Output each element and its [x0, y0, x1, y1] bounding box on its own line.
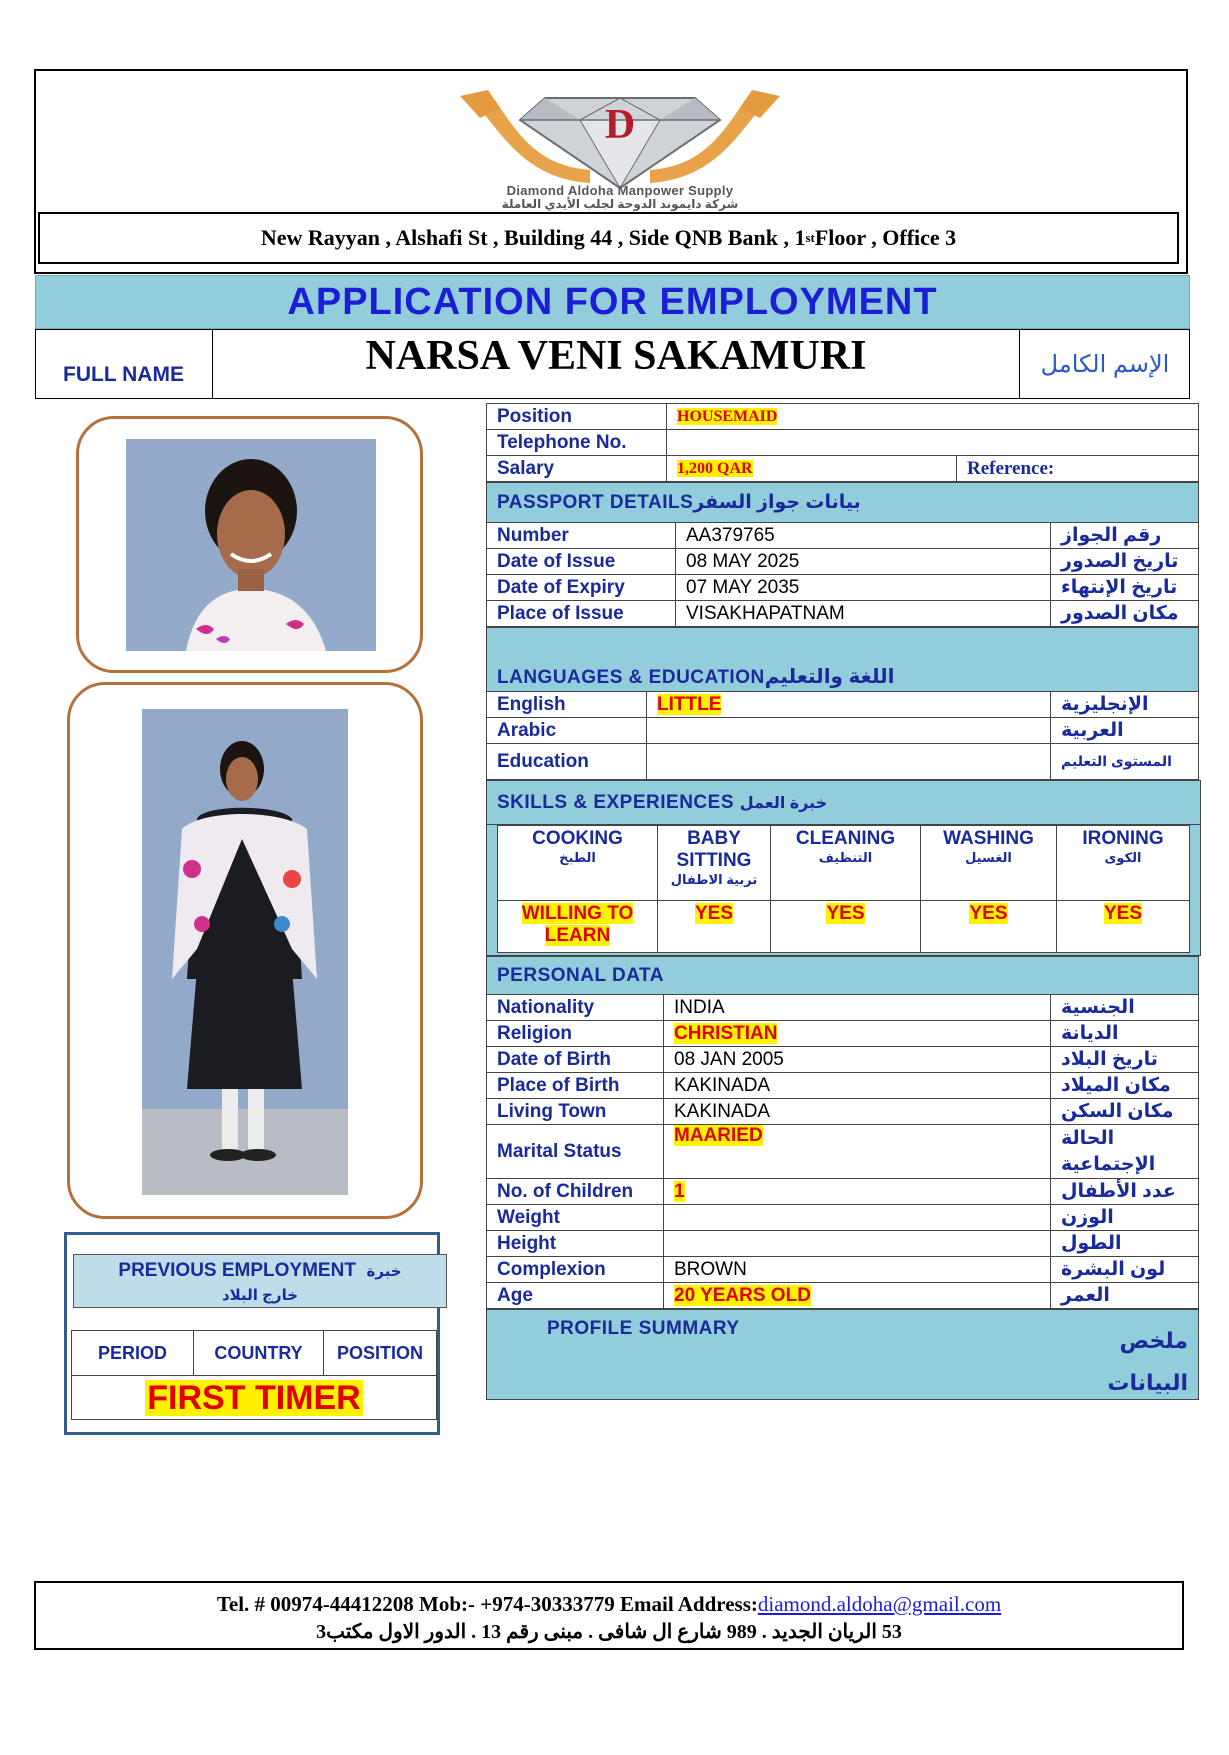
position-label: Position: [487, 404, 667, 430]
language-row-value: [647, 718, 1051, 744]
personal-row-ar: الديانة: [1051, 1021, 1199, 1047]
personal-row: [487, 1047, 1199, 1073]
passport-table: [486, 482, 1199, 627]
personal-row-ar: الطول: [1051, 1231, 1199, 1257]
company-name-ar: شركة دايموند الدوحة لجلب الأيدي العاملة: [501, 197, 739, 211]
skill-header: [658, 826, 771, 901]
footer-address-ar: 53 الريان الجديد . 989 شارع ال شافى . مبنى رقم 13 . الدور الاول مكتب3: [316, 1621, 902, 1643]
personal-row-label: Marital Status: [487, 1125, 664, 1179]
languages-heading: LANGUAGES & EDUCATION: [497, 667, 765, 688]
skill-name-ar: التنظيف: [818, 850, 873, 865]
address-suffix: Floor , Office 3: [814, 225, 957, 250]
passport-heading: PASSPORT DETAILS: [497, 492, 694, 513]
personal-row-ar: الجنسية: [1051, 995, 1199, 1021]
skill-name: CLEANING: [795, 828, 896, 849]
portrait-photo: [126, 439, 376, 651]
skill-name: WASHING: [943, 828, 1034, 849]
language-row-value: [647, 744, 1051, 780]
language-row-ar: العربية: [1051, 718, 1199, 744]
personal-row-ar: العمر: [1051, 1283, 1199, 1309]
previous-employment-heading: [73, 1254, 447, 1308]
skills-grid: [497, 825, 1190, 953]
skill-answer: YES: [694, 903, 734, 924]
profile-heading: PROFILE SUMMARY: [547, 1318, 740, 1339]
skill-name-ar: الغسيل: [965, 850, 1012, 865]
application-details: [486, 403, 1199, 1400]
personal-row: [487, 1205, 1199, 1231]
passport-row-label: Number: [487, 523, 676, 549]
skill-name-ar: الكوى: [1104, 850, 1142, 865]
personal-row-ar: الوزن: [1051, 1205, 1199, 1231]
skill-answer: YES: [826, 903, 865, 924]
personal-row: [487, 1257, 1199, 1283]
personal-row: [487, 1073, 1199, 1099]
prev-heading-ar-2: خارج البلاد: [221, 1287, 299, 1304]
language-row: [487, 744, 1199, 780]
full-name-label-ar: الإسم الكامل: [1019, 329, 1190, 399]
languages-heading-ar: اللغة والتعليم: [764, 666, 895, 688]
personal-row: [487, 1179, 1199, 1205]
personal-row-label: Date of Birth: [487, 1047, 664, 1073]
personal-row: [487, 1021, 1199, 1047]
personal-table: [486, 956, 1199, 1309]
personal-row-label: Religion: [487, 1021, 664, 1047]
skills-heading-ar: خبرة العمل: [739, 794, 828, 812]
personal-row: [487, 1283, 1199, 1309]
language-row-label: Arabic: [487, 718, 647, 744]
skill-answer: YES: [1103, 903, 1143, 924]
footer-email-link[interactable]: diamond.aldoha@gmail.com: [757, 1592, 1002, 1616]
language-row: [487, 692, 1199, 718]
language-row-ar: المستوى التعليم: [1051, 744, 1199, 780]
passport-row-value: 07 MAY 2035: [676, 575, 1051, 601]
personal-row-label: Living Town: [487, 1099, 664, 1125]
personal-row-value: [664, 1205, 1051, 1231]
passport-row-ar: رقم الجواز: [1051, 523, 1199, 549]
skill-name: IRONING: [1082, 828, 1164, 849]
passport-row-value: 08 MAY 2025: [676, 549, 1051, 575]
skill-header: [771, 826, 921, 901]
personal-row-label: Age: [487, 1283, 664, 1309]
personal-row-value: KAKINADA: [664, 1073, 1051, 1099]
personal-row-value: KAKINADA: [664, 1099, 1051, 1125]
personal-row-ar: لون البشرة: [1051, 1257, 1199, 1283]
personal-row-value: 1: [674, 1180, 685, 1202]
footer-tel: Tel. # 00974-44412208 Mob:- +974-30333779 Email Address:: [216, 1592, 758, 1616]
skill-header: [1057, 826, 1190, 901]
prev-heading-ar-1: خبرة: [366, 1263, 402, 1280]
personal-row-value: 20 YEARS OLD: [674, 1284, 811, 1306]
personal-row-value: CHRISTIAN: [674, 1022, 778, 1044]
column-country: COUNTRY: [194, 1331, 324, 1376]
full-name-label: FULL NAME: [35, 329, 213, 399]
first-timer-value: FIRST TIMER: [147, 1378, 361, 1417]
full-body-photo: [142, 709, 348, 1195]
position-value: HOUSEMAID: [677, 407, 778, 425]
column-period: PERIOD: [72, 1331, 194, 1376]
personal-row-ar: تاريخ البلاد: [1051, 1047, 1199, 1073]
position-table: [486, 403, 1199, 482]
personal-row: [487, 1231, 1199, 1257]
full-name-value: NARSA VENI SAKAMURI: [365, 333, 867, 379]
passport-heading-ar: بيانات جواز السفر: [693, 492, 861, 513]
address-prefix: New Rayyan , Alshafi St , Building 44 , Side QNB Bank , 1: [260, 225, 806, 250]
salary-label: Salary: [487, 456, 667, 482]
previous-employment-table: [71, 1330, 437, 1420]
skill-header: [921, 826, 1057, 901]
personal-row-value: BROWN: [664, 1257, 1051, 1283]
language-row-ar: الإنجليزية: [1051, 692, 1199, 718]
personal-row: [487, 995, 1199, 1021]
personal-row-value: [664, 1231, 1051, 1257]
passport-row: [487, 601, 1199, 627]
address-sup: st: [805, 230, 815, 245]
skill-name: COOKING: [532, 828, 623, 849]
skill-answer: YES: [969, 903, 1008, 924]
language-row-label: English: [487, 692, 647, 718]
personal-row-label: No. of Children: [487, 1179, 664, 1205]
passport-row-label: Date of Issue: [487, 549, 676, 575]
personal-row-ar: مكان الميلاد: [1051, 1073, 1199, 1099]
company-address: [38, 212, 1179, 264]
personal-row-ar: مكان السكن: [1051, 1099, 1199, 1125]
personal-row-ar: عدد الأطفال: [1051, 1179, 1199, 1205]
skill-answer: WILLING TO LEARN: [521, 903, 634, 946]
passport-row: [487, 549, 1199, 575]
passport-row-ar: تاريخ الصدور: [1051, 549, 1199, 575]
personal-row-label: Height: [487, 1231, 664, 1257]
personal-row-value: 08 JAN 2005: [664, 1047, 1051, 1073]
telephone-label: Telephone No.: [487, 430, 667, 456]
personal-row-label: Nationality: [487, 995, 664, 1021]
footer-contact: [34, 1581, 1184, 1650]
company-name-en: Diamond Aldoha Manpower Supply: [506, 183, 734, 198]
personal-heading: PERSONAL DATA: [487, 957, 1199, 995]
personal-row-label: Complexion: [487, 1257, 664, 1283]
prev-heading-en: PREVIOUS EMPLOYMENT: [118, 1260, 356, 1281]
personal-row-label: Place of Birth: [487, 1073, 664, 1099]
skill-name: BABY SITTING: [676, 828, 752, 871]
passport-row-label: Date of Expiry: [487, 575, 676, 601]
languages-table: [486, 627, 1199, 780]
language-row-value: LITTLE: [657, 693, 722, 715]
passport-row: [487, 523, 1199, 549]
reference-label: Reference:: [957, 456, 1199, 482]
column-position: POSITION: [324, 1331, 437, 1376]
passport-row-ar: تاريخ الإنتهاء: [1051, 575, 1199, 601]
profile-heading-ar-1: ملخص: [1119, 1328, 1188, 1353]
personal-row: [487, 1125, 1199, 1179]
logo-letter: D: [604, 102, 636, 148]
language-row-label: Education: [487, 744, 647, 780]
profile-summary: [486, 1309, 1199, 1400]
language-row: [487, 718, 1199, 744]
skill-name-ar: تربية الاطفال: [670, 872, 758, 887]
passport-row-value: AA379765: [676, 523, 1051, 549]
passport-row-value: VISAKHAPATNAM: [676, 601, 1051, 627]
skills-table: [486, 780, 1201, 956]
skill-name-ar: الطبخ: [559, 850, 596, 865]
profile-heading-ar-2: البيانات: [1107, 1370, 1188, 1395]
passport-row-ar: مكان الصدور: [1051, 601, 1199, 627]
passport-row: [487, 575, 1199, 601]
personal-row-ar: الحالة الإجتماعية: [1051, 1125, 1199, 1179]
skills-heading: SKILLS & EXPERIENCES: [497, 791, 734, 813]
personal-row-label: Weight: [487, 1205, 664, 1231]
passport-row-label: Place of Issue: [487, 601, 676, 627]
page-title: APPLICATION FOR EMPLOYMENT: [35, 275, 1190, 329]
skill-header: [498, 826, 658, 901]
personal-row-value: INDIA: [664, 995, 1051, 1021]
personal-row: [487, 1099, 1199, 1125]
salary-value: 1,200 QAR: [677, 459, 753, 477]
telephone-value: [667, 430, 1199, 456]
personal-row-value: MAARIED: [674, 1125, 763, 1146]
